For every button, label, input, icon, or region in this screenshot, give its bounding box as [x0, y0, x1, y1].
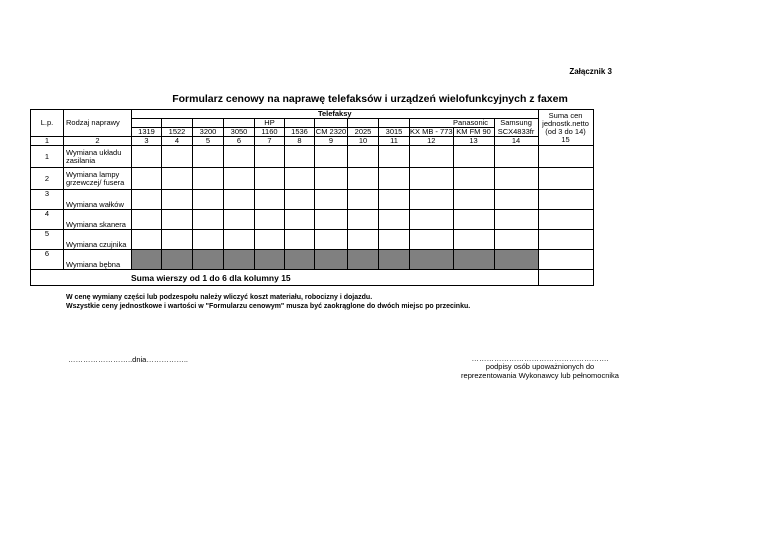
- column-number: 1: [31, 137, 64, 146]
- price-cell[interactable]: [193, 168, 224, 190]
- model-label: KM FM 90: [453, 128, 494, 137]
- sum-cell[interactable]: [538, 168, 593, 190]
- shaded-cell: [162, 250, 193, 270]
- model-label: 1160: [255, 128, 285, 137]
- price-cell[interactable]: [453, 210, 494, 230]
- price-cell[interactable]: [453, 190, 494, 210]
- note-line: Wszystkie ceny jednostkowe i wartości w "Formularzu cenowym" musza być zaokrąglone do dwóch miejsc po przecinku.: [66, 303, 471, 310]
- price-cell[interactable]: [132, 190, 162, 210]
- shaded-cell: [193, 250, 224, 270]
- shaded-cell: [379, 250, 410, 270]
- price-cell[interactable]: [494, 210, 538, 230]
- fax-group-header: Telefaksy: [132, 110, 539, 119]
- price-cell[interactable]: [224, 230, 255, 250]
- price-cell[interactable]: [162, 168, 193, 190]
- column-number: 11: [379, 137, 410, 146]
- sum-column-header: Suma cen jednostk.netto (od 3 do 14) 15: [538, 110, 593, 146]
- price-cell[interactable]: [193, 190, 224, 210]
- row-repair-name: Wymiana wałków: [64, 190, 132, 210]
- shaded-cell: [315, 250, 348, 270]
- sum-cell[interactable]: [538, 210, 593, 230]
- row-repair-name: Wymiana lampy grzewczej/ fusera: [64, 168, 132, 190]
- price-cell[interactable]: [315, 230, 348, 250]
- price-cell[interactable]: [162, 190, 193, 210]
- row-lp: 5: [31, 230, 64, 250]
- column-number: 2: [64, 137, 132, 146]
- sum-cell[interactable]: [538, 250, 593, 270]
- price-cell[interactable]: [255, 190, 285, 210]
- price-cell[interactable]: [348, 210, 379, 230]
- signature-caption-line: podpisy osób upoważnionych do: [485, 362, 595, 371]
- row-repair-name: Wymiana układu zasilania: [64, 146, 132, 168]
- note-line: W cenę wymiany części lub podzespołu należy wliczyć koszt materiału, robocizny i dojazdu.: [66, 294, 373, 301]
- table-row: [31, 168, 594, 190]
- price-cell[interactable]: [410, 190, 454, 210]
- column-number: 7: [255, 137, 285, 146]
- price-cell[interactable]: [379, 210, 410, 230]
- model-label: KX MB - 773: [410, 127, 453, 136]
- price-cell[interactable]: [315, 210, 348, 230]
- price-cell[interactable]: [285, 210, 315, 230]
- total-sum-cell[interactable]: [538, 270, 593, 286]
- price-cell[interactable]: [132, 230, 162, 250]
- lp-header: L.p.: [31, 110, 64, 137]
- price-cell[interactable]: [315, 190, 348, 210]
- price-cell[interactable]: [379, 146, 410, 168]
- signature-caption-line: reprezentowania Wykonawcy lub pełnomocnika: [461, 371, 619, 380]
- price-cell[interactable]: [255, 146, 285, 168]
- price-cell[interactable]: [410, 210, 454, 230]
- shaded-cell: [224, 250, 255, 270]
- brand-samsung: Samsung: [494, 119, 538, 128]
- date-line: ……………………..dnia……………..: [68, 355, 189, 364]
- price-cell[interactable]: [193, 230, 224, 250]
- table-row: [31, 230, 594, 250]
- price-cell[interactable]: [285, 146, 315, 168]
- column-number: 15: [561, 134, 570, 144]
- brand-hp: HP: [255, 119, 285, 128]
- column-number: 4: [162, 137, 193, 146]
- price-cell[interactable]: [379, 168, 410, 190]
- row-repair-name: Wymiana skanera: [64, 210, 132, 230]
- column-number: 8: [285, 137, 315, 146]
- row-repair-name: Wymiana bębna: [64, 250, 132, 270]
- form-title: Formularz cenowy na naprawę telefaksów i urządzeń wielofunkcyjnych z faxem: [172, 93, 568, 105]
- row-lp: 4: [31, 210, 64, 230]
- model-label: 3200: [193, 128, 224, 137]
- price-cell[interactable]: [453, 168, 494, 190]
- price-cell[interactable]: [348, 146, 379, 168]
- price-cell[interactable]: [379, 230, 410, 250]
- price-cell[interactable]: [315, 146, 348, 168]
- notes: [66, 293, 470, 311]
- price-cell[interactable]: [348, 168, 379, 190]
- table-row: [31, 210, 594, 230]
- signature-line: ……………………………………………….: [471, 354, 609, 363]
- price-cell[interactable]: [453, 230, 494, 250]
- repair-type-header: Rodzaj naprawy: [64, 110, 132, 137]
- row-lp: 3: [31, 190, 64, 210]
- price-cell[interactable]: [285, 168, 315, 190]
- table-row: [31, 190, 594, 210]
- signature-caption: [430, 362, 650, 380]
- shaded-cell: [285, 250, 315, 270]
- price-table: [30, 109, 594, 286]
- table-row: [31, 250, 594, 270]
- price-cell[interactable]: [285, 230, 315, 250]
- column-number: 9: [315, 137, 348, 146]
- price-cell[interactable]: [494, 190, 538, 210]
- sum-cell[interactable]: [538, 146, 593, 168]
- price-cell[interactable]: [255, 168, 285, 190]
- price-cell[interactable]: [224, 190, 255, 210]
- price-cell[interactable]: [193, 146, 224, 168]
- row-repair-name: Wymiana czujnika: [64, 230, 132, 250]
- shaded-cell: [132, 250, 162, 270]
- price-cell[interactable]: [410, 168, 454, 190]
- column-number: 6: [224, 137, 255, 146]
- model-label: 1536: [285, 128, 315, 137]
- row-lp: 2: [31, 168, 64, 190]
- price-cell[interactable]: [162, 146, 193, 168]
- price-cell[interactable]: [224, 210, 255, 230]
- model-label: 3050: [224, 128, 255, 137]
- annex-label: Załącznik 3: [569, 67, 612, 76]
- price-cell[interactable]: [348, 230, 379, 250]
- price-cell[interactable]: [132, 168, 162, 190]
- price-cell[interactable]: [132, 146, 162, 168]
- shaded-cell: [494, 250, 538, 270]
- shaded-cell: [410, 250, 454, 270]
- model-label: 1319: [132, 128, 162, 137]
- column-number: 12: [410, 137, 454, 146]
- price-cell[interactable]: [224, 168, 255, 190]
- price-cell[interactable]: [285, 190, 315, 210]
- price-cell[interactable]: [224, 146, 255, 168]
- row-lp: 1: [31, 146, 64, 168]
- model-label: SCX4833fr: [494, 128, 538, 137]
- brand-panasonic: Panasonic: [453, 119, 494, 128]
- price-cell[interactable]: [315, 168, 348, 190]
- shaded-cell: [255, 250, 285, 270]
- shaded-cell: [348, 250, 379, 270]
- sum-cell[interactable]: [538, 230, 593, 250]
- price-cell[interactable]: [255, 210, 285, 230]
- column-number: 13: [453, 137, 494, 146]
- price-cell[interactable]: [162, 230, 193, 250]
- price-cell[interactable]: [379, 190, 410, 210]
- column-number: 14: [494, 137, 538, 146]
- column-number: 5: [193, 137, 224, 146]
- price-cell[interactable]: [410, 230, 454, 250]
- price-cell[interactable]: [494, 168, 538, 190]
- model-label: 1522: [162, 128, 193, 137]
- sum-cell[interactable]: [538, 190, 593, 210]
- price-cell[interactable]: [255, 230, 285, 250]
- price-cell[interactable]: [494, 146, 538, 168]
- column-number: 3: [132, 137, 162, 146]
- shaded-cell: [453, 250, 494, 270]
- price-cell[interactable]: [494, 230, 538, 250]
- sum-row-label: Suma wierszy od 1 do 6 dla kolumny 15: [31, 270, 539, 286]
- price-cell[interactable]: [453, 146, 494, 168]
- sum-row: [31, 270, 594, 286]
- row-lp: 6: [31, 250, 64, 270]
- price-cell[interactable]: [410, 146, 454, 168]
- price-cell[interactable]: [162, 210, 193, 230]
- model-label: CM 2320: [315, 127, 347, 136]
- model-label: 2025: [348, 128, 379, 137]
- table-row: [31, 146, 594, 168]
- price-cell[interactable]: [132, 210, 162, 230]
- model-label: 3015: [379, 128, 410, 137]
- column-number: 10: [348, 137, 379, 146]
- price-cell[interactable]: [193, 210, 224, 230]
- price-cell[interactable]: [348, 190, 379, 210]
